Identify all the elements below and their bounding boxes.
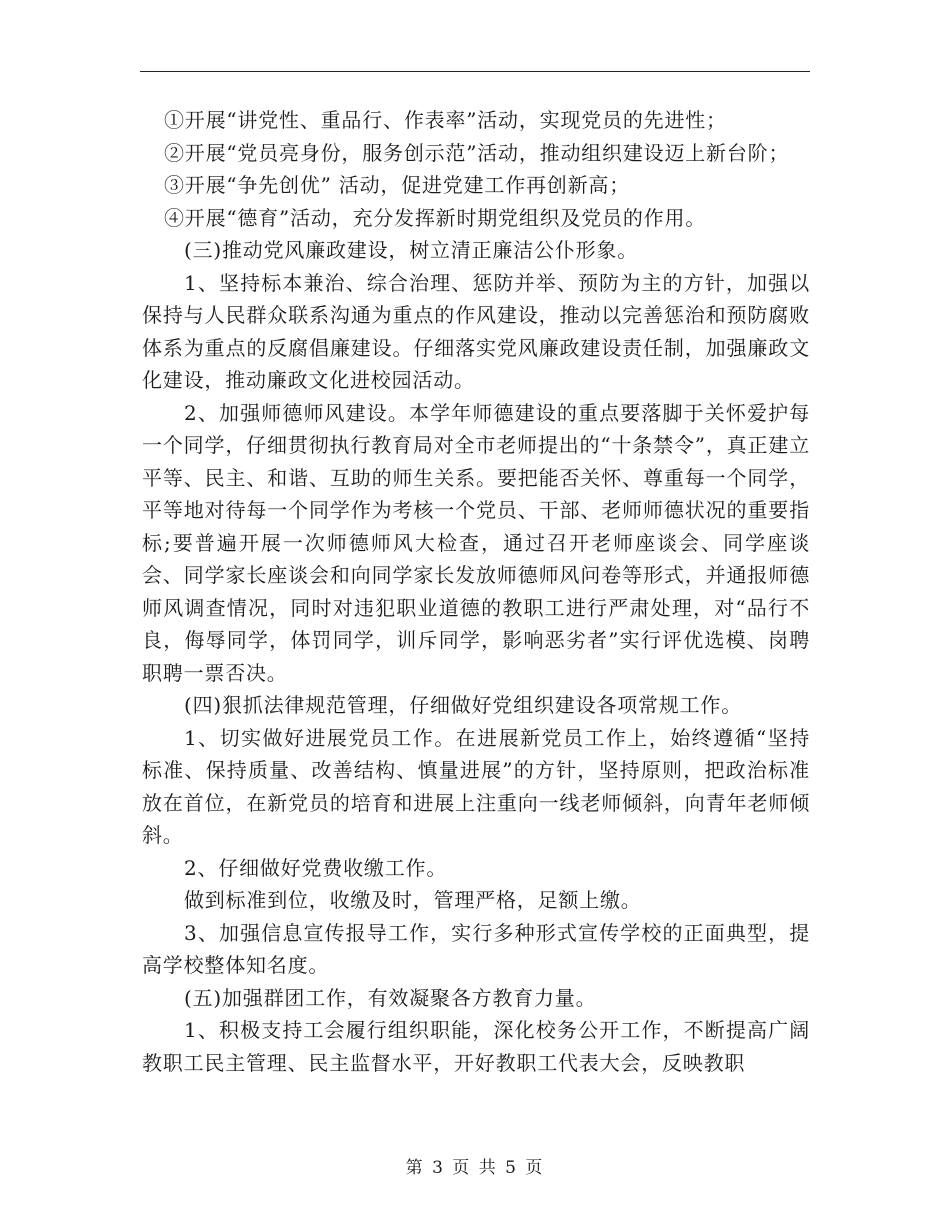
- paragraph-10: 2、仔细做好党费收缴工作。: [184, 855, 448, 880]
- paragraph-3: ③开展“争先创优” 活动，促进党建工作再创新高；: [164, 173, 631, 197]
- document-body: [142, 104, 810, 1079]
- section-heading-3: (三)推动党风廉政建设，树立清正廉洁公仆形象。: [184, 238, 639, 262]
- paragraph-6: 1、坚持标本兼治、综合治理、惩防并举、预防为主的方针，加强以保持与人民群众联系沟通为重点的作风建设，推动以完善惩治和预防腐败体系为重点的反腐倡廉建设。仔细落实党风廉政建设责任制，加强廉政文化建设，推动廉政文化进校园活动。: [142, 270, 810, 392]
- paragraph-4: ④开展“德育”活动，充分发挥新时期党组织及党员的作用。: [164, 205, 707, 230]
- page-footer: 第 3 页 共 5 页: [405, 1158, 545, 1178]
- section-heading-5: (五)加强群团工作，有效凝聚各方教育力量。: [184, 985, 597, 1010]
- paragraph-7: 2、加强师德师风建设。本学年师德建设的重点要落脚于关怀爱护每一个同学，仔细贯彻执行教育局对全市老师提出的“十条禁令”，真正建立平等、民主、和谐、互助的师生关系。要把能否关怀、尊重每一个同学，平等地对待每一个同学作为考核一个党员、干部、老师师德状况的重要指标;要普遍开展一次师德师风大检查，通过召开老师座谈会、同学座谈会、同学家长座谈会和向同学家长发放师德师风问卷等形式，并通报师德师风调查情况，同时对违犯职业道德的教职工进行严肃处理，对“品行不良，侮辱同学，体罚同学，训斥同学，影响恶劣者”实行评优选模、岗聘职聘一票否决。: [142, 400, 810, 685]
- paragraph-11: 做到标准到位，收缴及时，管理严格，足额上缴。: [184, 888, 642, 912]
- header-rule: [140, 71, 810, 72]
- paragraph-9: 1、切实做好进展党员工作。在进展新党员工作上，始终遵循“坚持标准、保持质量、改善结构、慎量进展”的方针，坚持原则，把政治标准放在首位，在新党员的培育和进展上注重向一线老师倾斜，向青年老师倾斜。: [142, 725, 810, 847]
- paragraph-12: 3、加强信息宣传报导工作，实行多种形式宣传学校的正面典型，提高学校整体知名度。: [142, 920, 810, 977]
- paragraph-14: 1、积极支持工会履行组织职能，深化校务公开工作，不断提高广阔教职工民主管理、民主监督水平，开好教职工代表大会，反映教职: [142, 1018, 810, 1075]
- paragraph-1: ①开展“讲党性、重品行、作表率”活动，实现党员的先进性；: [164, 108, 727, 132]
- paragraph-2: ②开展“党员亮身份，服务创示范”活动，推动组织建设迈上新台阶；: [164, 140, 790, 165]
- section-heading-4: (四)狠抓法律规范管理，仔细做好党组织建设各项常规工作。: [184, 693, 743, 717]
